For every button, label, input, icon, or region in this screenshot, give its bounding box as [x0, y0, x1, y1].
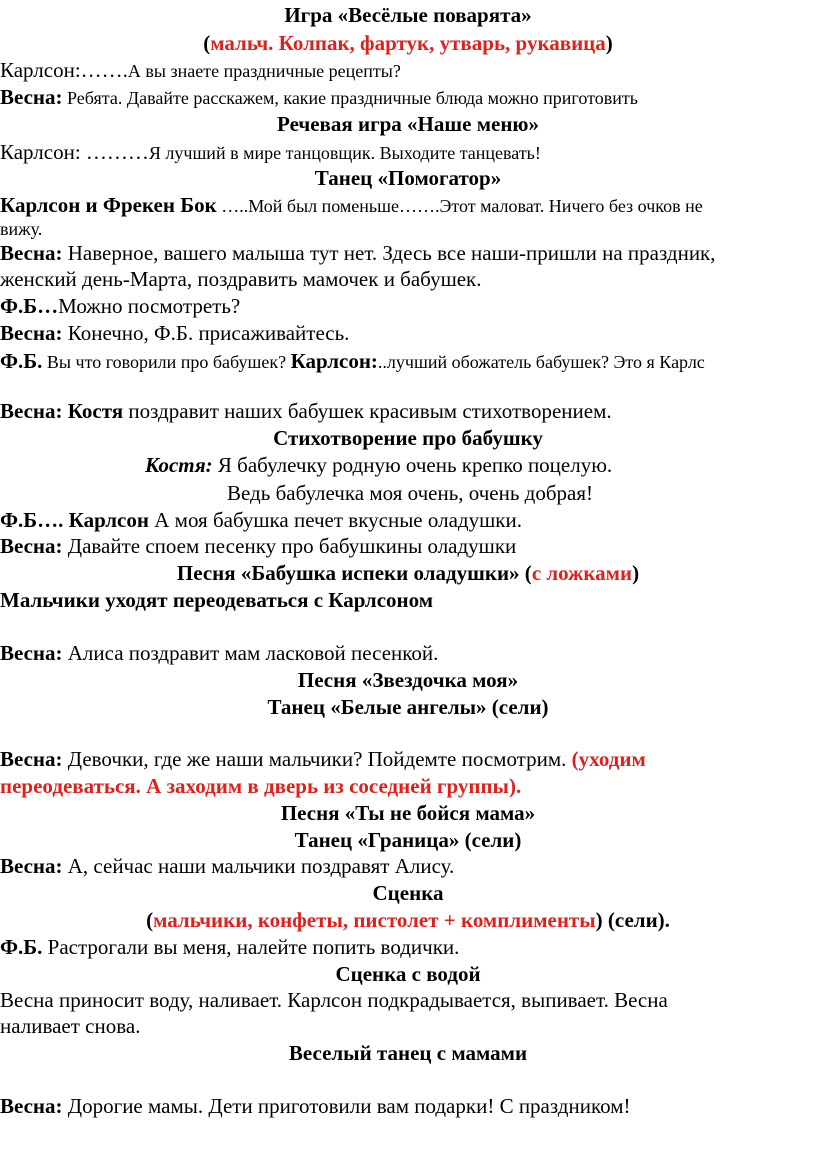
- line-text: А моя бабушка печет вкусные оладушки.: [148, 508, 522, 532]
- heading-song-2: [0, 667, 816, 693]
- line-text: Мальчики уходят переодеваться с Карлсоном: [0, 588, 434, 612]
- line-continuation: [0, 1013, 816, 1039]
- heading-song-3: [0, 800, 816, 826]
- heading-text: Стихотворение про бабушку: [273, 426, 543, 450]
- heading-dance-3: [0, 827, 816, 853]
- heading-text: Танец «Помогатор»: [314, 166, 502, 190]
- line-karlson-fb: [0, 192, 816, 219]
- heading-text: Песня «Бабушка испеки оладушки» (: [176, 561, 532, 585]
- speaker: Ф.Б.: [0, 349, 43, 373]
- line-text: Конечно, Ф.Б. присаживайтесь.: [62, 321, 350, 345]
- line-vesna-kostya: [0, 398, 816, 424]
- line-fb-karlson-2: [0, 507, 816, 533]
- stage-note-red: (уходим: [571, 747, 646, 771]
- speaker: Весна:: [0, 534, 63, 558]
- line-text: Наверное, вашего малыша тут нет. Здесь все наши-пришли на праздник,: [62, 241, 716, 265]
- speaker: Карлсон: ………: [0, 140, 149, 164]
- speaker: Ф.Б…: [0, 294, 59, 318]
- heading-speech-game: [0, 111, 816, 137]
- line-text: Алиса поздравит мам ласковой песенкой.: [62, 641, 439, 665]
- heading-dance-4: [0, 1040, 816, 1066]
- line-text: ..лучший обожатель бабушек? Это я Карлс: [377, 352, 705, 372]
- line-text: вижу.: [0, 219, 43, 239]
- line-vesna-5: [0, 640, 816, 666]
- props-red-text: мальч. Колпак, фартук, утварь, рукавица: [210, 31, 606, 55]
- heading-text: Сценка с водой: [335, 962, 481, 986]
- heading-text: Игра «Весёлые поварята»: [284, 3, 532, 27]
- heading-text: Танец «Граница» (сели): [294, 828, 522, 852]
- line-fb-karlson: [0, 348, 816, 375]
- speaker: Весна:: [0, 85, 63, 109]
- heading-text: Песня «Ты не бойся мама»: [280, 801, 536, 825]
- line-vesna-3: [0, 320, 816, 346]
- speaker: Весна: Костя: [0, 399, 124, 423]
- paren: ): [632, 561, 640, 585]
- speaker: Карлсон:…….: [0, 58, 128, 82]
- props-red-text: с ложками: [531, 561, 633, 585]
- speaker: Весна:: [0, 241, 63, 265]
- line-text: Вы что говорили про бабушек?: [42, 352, 291, 372]
- line-vesna-2: [0, 240, 816, 266]
- line-text: Я лучший в мире танцовщик. Выходите танцевать!: [148, 143, 541, 163]
- props-note: [0, 30, 816, 56]
- speaker: Весна:: [0, 854, 63, 878]
- line-text: Девочки, где же наши мальчики? Пойдемте посмотрим.: [62, 747, 572, 771]
- line-text: Давайте споем песенку про бабушкины оладушки: [62, 534, 517, 558]
- paren: (: [203, 31, 211, 55]
- line-karlson-2: [0, 139, 816, 166]
- line-vesna-8: [0, 1093, 816, 1119]
- speaker: Карлсон:: [290, 349, 378, 373]
- heading-text: Песня «Звездочка моя»: [297, 668, 519, 692]
- heading-text: Речевая игра «Наше меню»: [277, 112, 539, 136]
- heading-dance-2: [0, 694, 816, 720]
- heading-song-1: [0, 560, 816, 586]
- line-vesna-7: [0, 853, 816, 879]
- line-text: …..Мой был поменьше…….Этот маловат. Ничего без очков не: [216, 196, 703, 216]
- line-text: Ведь бабулечка моя очень, очень добрая!: [227, 481, 594, 505]
- line-text: Растрогали вы меня, налейте попить водички.: [42, 935, 460, 959]
- heading-poem: [0, 425, 816, 451]
- paren: ) (сели).: [595, 908, 670, 932]
- speaker: Весна:: [0, 747, 63, 771]
- line-vesna-6: [0, 746, 816, 772]
- line-text: А, сейчас наши мальчики поздравят Алису.: [62, 854, 455, 878]
- line-vesna-4: [0, 533, 816, 559]
- speaker: Карлсон и Фрекен Бок: [0, 193, 217, 217]
- speaker: Весна:: [0, 641, 63, 665]
- heading-dance-1: [0, 165, 816, 191]
- line-text: Весна приносит воду, наливает. Карлсон подкрадывается, выпивает. Весна: [0, 988, 668, 1012]
- line-vesna-1: [0, 84, 816, 111]
- line-text: женский день-Марта, поздравить мамочек и бабушек.: [0, 267, 482, 291]
- stage-direction-2: [0, 987, 816, 1013]
- heading-game: [0, 2, 816, 28]
- heading-text: Танец «Белые ангелы» (сели): [267, 695, 549, 719]
- line-text: наливает снова.: [0, 1014, 141, 1038]
- line-text: Я бабулечку родную очень крепко поцелую.: [212, 453, 613, 477]
- speaker: Весна:: [0, 1094, 63, 1118]
- heading-scene-2: [0, 961, 816, 987]
- stage-note-red: переодеваться. А заходим в дверь из соседней группы).: [0, 774, 522, 798]
- line-text: Дорогие мамы. Дети приготовили вам подарки! С праздником!: [62, 1094, 631, 1118]
- stage-direction: [0, 587, 816, 613]
- paren: (: [146, 908, 154, 932]
- line-text: Ребята. Давайте расскажем, какие праздничные блюда можно приготовить: [62, 88, 638, 108]
- paren: ): [605, 31, 613, 55]
- line-fb-1: [0, 293, 816, 319]
- line-continuation: [0, 216, 816, 242]
- line-continuation: [0, 266, 816, 292]
- heading-text: Веселый танец с мамами: [288, 1041, 528, 1065]
- speaker: Весна:: [0, 321, 63, 345]
- heading-scene-1: [0, 880, 816, 906]
- line-text: А вы знаете праздничные рецепты?: [127, 61, 401, 81]
- props-red-text: мальчики, конфеты, пистолет + комплименты: [153, 908, 596, 932]
- line-fb-2: [0, 934, 816, 960]
- props-note-2: [0, 907, 816, 933]
- heading-text: Сценка: [372, 881, 444, 905]
- poem-line-2: [0, 480, 816, 506]
- line-text: поздравит наших бабушек красивым стихотворением.: [123, 399, 612, 423]
- speaker: Ф.Б.: [0, 935, 43, 959]
- poem-line-1: [0, 452, 816, 478]
- speaker: Ф.Б…. Карлсон: [0, 508, 149, 532]
- line-text: Можно посмотреть?: [58, 294, 241, 318]
- line-karlson-1: [0, 57, 816, 84]
- speaker: Костя:: [145, 453, 213, 477]
- line-continuation: [0, 773, 816, 799]
